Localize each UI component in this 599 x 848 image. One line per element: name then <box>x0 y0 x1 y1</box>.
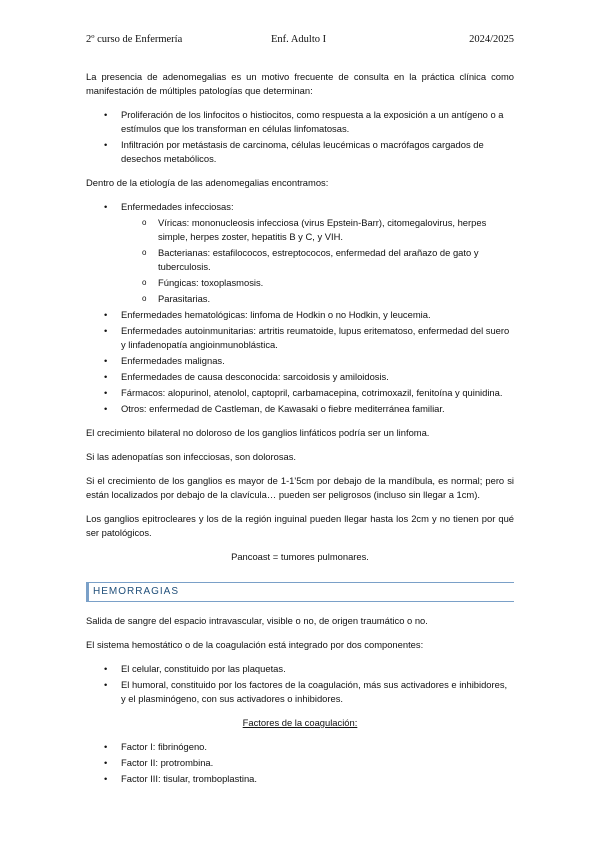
factors-list <box>86 740 514 786</box>
etiology-intro: Dentro de la etiología de las adenomegalias encontramos: <box>86 177 329 188</box>
header-course: 2º curso de Enfermería <box>86 34 183 45</box>
infectious-label: Enfermedades infecciosas: <box>121 201 234 212</box>
list-item: • Enfermedades malignas. <box>86 354 514 368</box>
components-list <box>86 662 514 706</box>
header-subject: Enf. Adulto I <box>271 34 327 45</box>
list-item: • Enfermedades de causa desconocida: sarcoidosis y amiloidosis. <box>86 370 514 384</box>
infectious-sublist <box>121 216 514 306</box>
hemostatic-system: El sistema hemostático o de la coagulación está integrado por dos componentes: <box>86 639 424 650</box>
list-item: • Enfermedades autoinmunitarias: artritis reumatoide, lupus eritematoso, enfermedad del suero y linfadenopatía angioinmunoblástica. <box>86 324 514 352</box>
list-item: • Factor II: protrombina. <box>86 756 514 770</box>
etiology-list <box>86 200 514 416</box>
causes-list <box>86 108 514 166</box>
list-item: • Enfermedades hematológicas: linfoma de Hodkin o no Hodkin, y leucemia. <box>86 308 514 322</box>
sublist-item: o Bacterianas: estafilococos, estreptococos, enfermedad del arañazo de gato y tuberculosis. <box>121 246 514 274</box>
section-heading: HEMORRAGIAS <box>86 582 514 602</box>
hemorrhage-definition: Salida de sangre del espacio intravascular, visible o no, de origen traumático o no. <box>86 615 428 626</box>
intro-paragraph: La presencia de adenomegalias es un motivo frecuente de consulta en la práctica clínica como manifestación de múltiples patologías que determinan: <box>86 71 514 96</box>
list-item: • El celular, constituido por las plaquetas. <box>86 662 514 676</box>
sublist-item: o Parasitarias. <box>121 292 514 306</box>
paragraph: Si las adenopatías son infecciosas, son dolorosas. <box>86 451 297 462</box>
factors-title: Factores de la coagulación: <box>242 717 358 728</box>
list-item-infectious <box>86 200 514 306</box>
paragraph: El crecimiento bilateral no doloroso de los ganglios linfáticos podría ser un linfoma. <box>86 427 430 438</box>
page-header <box>86 34 514 48</box>
document-body <box>86 70 514 796</box>
list-item: • Infiltración por metástasis de carcinoma, células leucémicas o macrófagos cargados de desechos metabólicos. <box>86 138 514 166</box>
paragraph: Si el crecimiento de los ganglios es mayor de 1-1'5cm por debajo de la mandíbula, es normal; pero si están localizados por debajo de la clavícula… pueden ser peligrosos (incluso sin llegar a 1cm). <box>86 475 514 500</box>
list-item: • Proliferación de los linfocitos o histiocitos, como respuesta a la exposición a un antígeno o a estímulos que los transforman en células linfomatosas. <box>86 108 514 136</box>
list-item: • Otros: enfermedad de Castleman, de Kawasaki o fiebre mediterránea familiar. <box>86 402 514 416</box>
list-item: • Factor III: tisular, tromboplastina. <box>86 772 514 786</box>
header-year: 2024/2025 <box>469 34 514 45</box>
list-item: • El humoral, constituido por los factores de la coagulación, más sus activadores e inhibidores, y el plasminógeno, con sus activadores o inhibidores. <box>86 678 514 706</box>
list-item: • Factor I: fibrinógeno. <box>86 740 514 754</box>
sublist-item: o Fúngicas: toxoplasmosis. <box>121 276 514 290</box>
pancoast-note: Pancoast = tumores pulmonares. <box>231 551 369 562</box>
sublist-item: o Víricas: mononucleosis infecciosa (virus Epstein-Barr), citomegalovirus, herpes simple, herpes zoster, hepatitis B y C, y VIH. <box>121 216 514 244</box>
paragraph: Los ganglios epitrocleares y los de la región inguinal pueden llegar hasta los 2cm y no tienen por qué ser patológicos. <box>86 513 514 538</box>
list-item: • Fármacos: alopurinol, atenolol, captopril, carbamacepina, cotrimoxazil, fenitoína y quinidina. <box>86 386 514 400</box>
